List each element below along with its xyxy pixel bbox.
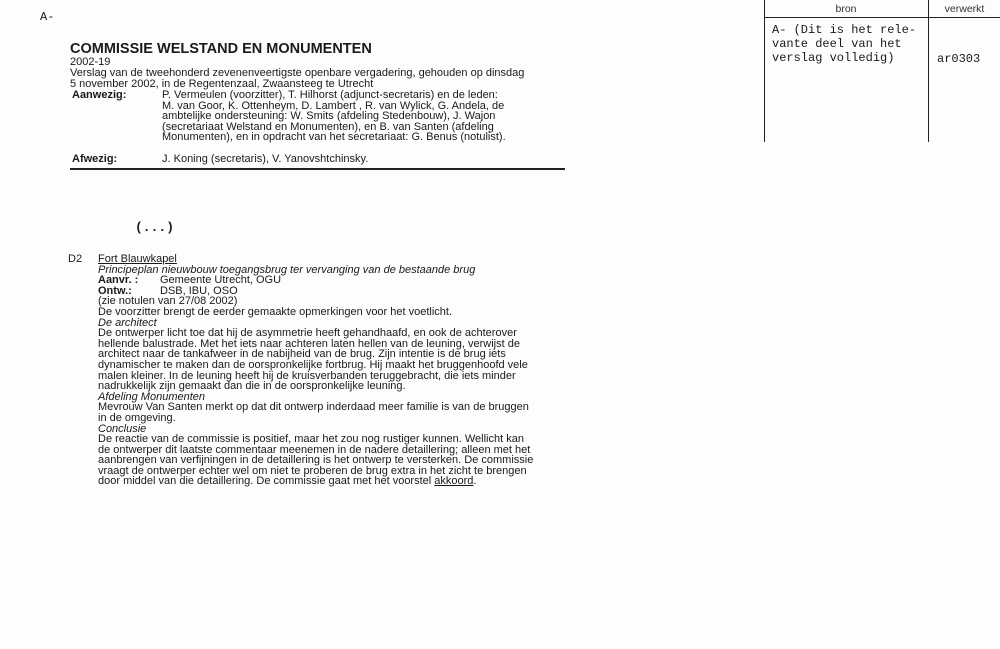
col-source-header: bron bbox=[835, 3, 857, 15]
monuments-line: Mevrouw Van Santen merkt op dat dit ontwerp inderdaad meer familie is van de bruggen bbox=[98, 401, 529, 414]
applicant-value: Gemeente Utrecht, OGU bbox=[160, 274, 282, 287]
intro-line: 5 november 2002, in de Regentenzaal, Zwaansteeg te Utrecht bbox=[70, 77, 374, 90]
item-title: Fort Blauwkapel bbox=[98, 253, 177, 265]
item-subtitle: Principeplan nieuwbouw toegangsbrug ter vervanging van de bestaande brug bbox=[98, 263, 476, 276]
table-border-left bbox=[764, 0, 765, 142]
present-line: Monumenten), en in opdracht van het secretariaat: G. Benus (notulist). bbox=[162, 131, 506, 144]
monuments-line: in de omgeving. bbox=[98, 411, 176, 424]
conclusion-line: De reactie van de commissie is positief, maar het zou nog rustiger kunnen. Wellicht kan bbox=[98, 433, 524, 446]
intro-text bbox=[70, 68, 524, 89]
item-code: D2 bbox=[68, 253, 83, 265]
source-line: verslag volledig) bbox=[772, 51, 895, 65]
present-line: ambtelijke ondersteuning: W. Smits (afdeling Stedenbouw), J. Wajon bbox=[162, 110, 496, 123]
absent-value: J. Koning (secretaris), V. Yanovshtchinsky. bbox=[162, 153, 369, 165]
designer-value: DSB, IBU, OSO bbox=[160, 284, 238, 297]
source-line: vante deel van het bbox=[772, 37, 902, 51]
source-line: A- (Dit is het rele- bbox=[772, 23, 917, 37]
item-body bbox=[98, 254, 533, 487]
source-note bbox=[772, 23, 916, 65]
present-line: (secretariaat Welstand en Monumenten), en B. van Santen (afdeling bbox=[162, 120, 494, 133]
table-header-rule bbox=[764, 17, 1000, 18]
col-processed-header: verwerkt bbox=[944, 3, 985, 15]
conclusion-line: aanbrengen van verfijningen in de detaillering is het ontwerp te versterken. De commissie bbox=[98, 454, 534, 467]
architect-line: hellende balustrade. Met het iets naar achteren laten hellen van de leuning, verwijst de bbox=[98, 337, 520, 350]
conclusion-line: vraagt de ontwerper echter wel om niet te proberen de brug extra in het zicht te brengen bbox=[98, 464, 527, 477]
meeting-number: 2002-19 bbox=[70, 56, 111, 68]
monuments-heading: Afdeling Monumenten bbox=[98, 390, 206, 403]
present-list bbox=[162, 90, 506, 143]
chair-line: De voorzitter brengt de eerder gemaakte opmerkingen voor het voetlicht. bbox=[98, 305, 453, 318]
present-line: P. Vermeulen (voorzitter), T. Hilhorst (adjunct-secretaris) en de leden: bbox=[162, 89, 498, 101]
conclusion-text: door middel van die detaillering. De commissie gaat met het voorstel bbox=[98, 475, 435, 488]
designer-label: Ontw.: bbox=[98, 284, 132, 297]
architect-line: De ontwerper licht toe dat hij de asymmetrie heeft gehandhaafd, en ook de achterover bbox=[98, 327, 517, 340]
ellipsis: (...) bbox=[135, 220, 175, 235]
conclusion-last-line bbox=[98, 476, 533, 487]
conclusion-heading: Conclusie bbox=[98, 422, 147, 435]
header-rule bbox=[70, 168, 565, 170]
architect-heading: De architect bbox=[98, 316, 157, 329]
margin-mark: A- bbox=[40, 10, 55, 24]
reference: (zie notulen van 27/08 2002) bbox=[98, 295, 238, 308]
conclusion-end: . bbox=[473, 475, 477, 488]
conclusion-line: de ontwerper dit laatste commentaar meenemen in de nadere detaillering; alleen met het bbox=[98, 443, 531, 456]
table-divider bbox=[928, 0, 929, 142]
architect-line: malen kleiner. In de leuning heeft hij de kruisverbanden teruggebracht, die iets minder bbox=[98, 369, 516, 382]
processed-value: ar0303 bbox=[937, 52, 981, 66]
present-line: M. van Goor, K. Ottenheym, D. Lambert , R. van Wylick, G. Andela, de bbox=[162, 99, 505, 112]
present-label: Aanwezig: bbox=[72, 89, 127, 101]
absent-label: Afwezig: bbox=[72, 153, 118, 165]
intro-line: Verslag van de tweehonderd zevenenveertigste openbare vergadering, gehouden op dinsdag bbox=[70, 67, 525, 79]
architect-line: nadrukkelijk zijn gemaakt dan die in de oorspronkelijke leuning. bbox=[98, 380, 406, 393]
page-title: COMMISSIE WELSTAND EN MONUMENTEN bbox=[70, 41, 372, 57]
applicant-label: Aanvr. : bbox=[98, 274, 139, 287]
architect-line: dynamischer te maken dan de oorspronkelijke fortbrug. Hij maakt het bruggenhoofd vele bbox=[98, 358, 528, 371]
verdict: akkoord bbox=[434, 475, 474, 488]
architect-line: architect naar de tankafweer in de nabijheid van de brug. Zijn intentie is de brug iets bbox=[98, 348, 506, 361]
